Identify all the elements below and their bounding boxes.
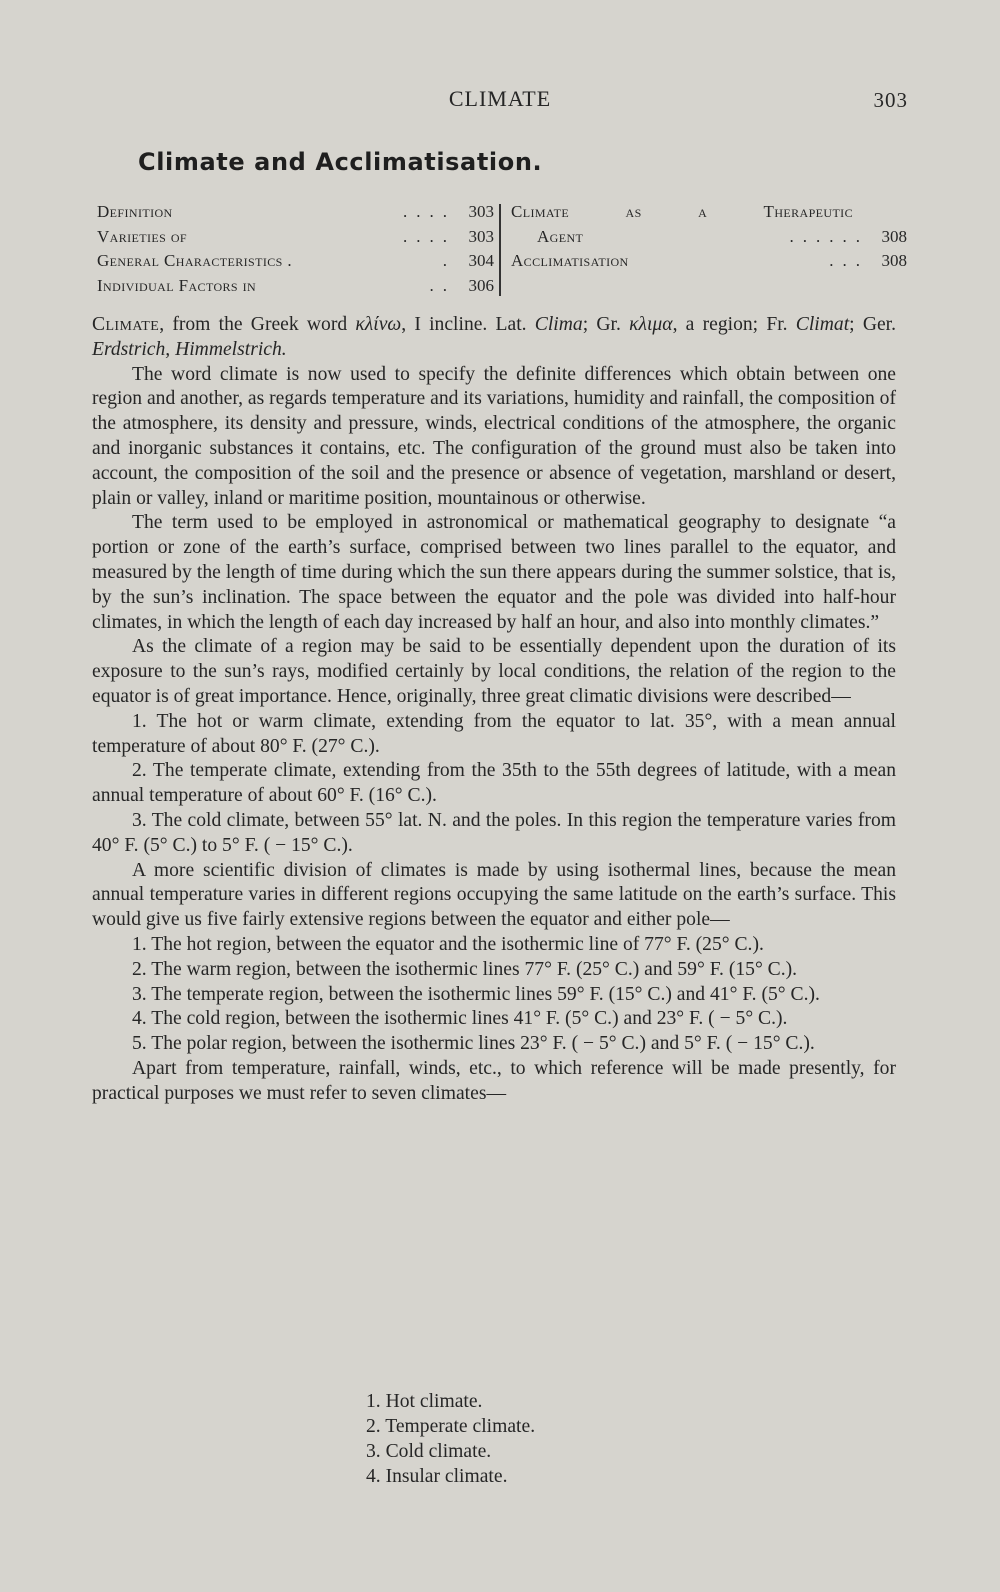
etymology-paragraph xyxy=(92,313,896,363)
numbered-item: 3. The cold climate, between 55° lat. N. and the poles. In this region the temperature varies from 40° F. (5° C.) to 5° F. ( − 15° C.). xyxy=(92,809,896,856)
greek-word: κλίνω xyxy=(355,314,402,335)
leader-dots: . xyxy=(442,251,456,270)
german-words: Erdstrich, Himmelstrich. xyxy=(92,338,287,360)
leader-dots: .... xyxy=(403,226,456,246)
contents-right-column xyxy=(511,200,907,274)
french-word: Climat xyxy=(795,314,850,335)
contents-entry-page: 304 xyxy=(468,251,494,270)
contents-entry xyxy=(97,225,494,250)
contents-entry-line xyxy=(511,200,907,225)
contents-word: a xyxy=(698,202,708,221)
contents-entry-label: Definition xyxy=(97,202,173,221)
contents-entry-page: 308 xyxy=(881,226,907,246)
contents-word: as xyxy=(625,202,642,221)
latin-word: Clima xyxy=(534,314,583,335)
numbered-item: 2. The warm region, between the isothermic lines 77° F. (25° C.) and 59° F. (15° C.). xyxy=(132,958,798,980)
contents-entry-label: Acclimatisation xyxy=(511,251,629,270)
numbered-item: 3. The temperate region, between the isothermic lines 59° F. (15° C.) and 41° F. (5° C.). xyxy=(132,983,820,1005)
contents-divider xyxy=(499,204,501,296)
greek-word: κλιμα xyxy=(629,314,673,335)
numbered-item: 1. The hot region, between the equator and the isothermic line of 77° F. (25° C.). xyxy=(132,933,764,955)
body-paragraph: Apart from temperature, rainfall, winds, etc., to which reference will be made presently, for practical purposes we must refer to seven climates— xyxy=(92,1057,896,1104)
contents-entry xyxy=(97,274,494,299)
body-paragraph: The word climate is now used to specify the definite differences which obtain between one region and another, as regards temperature and its variations, humidity and rainfall, the composition of the atmosphere, its density and pressure, winds, electrical conditions of the atmosphere, the organic and inorganic substances it contains, etc. The configuration of the ground must also be taken into account, the composition of the soil and the presence or absence of vegetation, marshland or desert, plain or valley, inland or maritime position, mountainous or otherwise. xyxy=(92,363,896,509)
list-item: 4. Insular climate. xyxy=(366,1466,508,1487)
contents-entry xyxy=(511,249,907,274)
numbered-item: 5. The polar region, between the isothermic lines 23° F. ( − 5° C.) and 5° F. ( − 15° C.). xyxy=(132,1033,815,1055)
contents-entry-label: Varieties of xyxy=(97,226,187,246)
contents-entry-page: 306 xyxy=(468,275,494,295)
contents-entry-label: Agent xyxy=(537,226,584,246)
leader-dots: ...... xyxy=(789,226,869,246)
list-item: 1. Hot climate. xyxy=(366,1391,483,1412)
body-paragraph: A more scientific division of climates is made by using isothermal lines, because the mean annual temperature varies in different regions occupying the same latitude on the earth’s surface. This would give us five fairly extensive regions between the equator and either pole— xyxy=(92,859,896,931)
text-run: , a region; Fr. xyxy=(672,314,796,335)
contents-entry xyxy=(511,225,907,250)
article-body xyxy=(92,313,896,1107)
contents-entry-page: 303 xyxy=(468,226,494,246)
body-paragraph: As the climate of a region may be said to be essentially dependent upon the duration of its exposure to the sun’s rays, modified certainly by local conditions, the relation of the region to the equator is of great importance. Hence, originally, three great climatic divisions were described— xyxy=(92,636,896,707)
list-item: 2. Temperate climate. xyxy=(366,1416,536,1437)
numbered-item: 2. The temperate climate, extending from the 35th to the 55th degrees of latitude, with a mean annual temperature of about 60° F. (16° C.). xyxy=(92,760,896,807)
text-run: ; Gr. xyxy=(582,314,630,335)
section-contents-table xyxy=(97,200,907,300)
leader-dots: .. xyxy=(429,275,456,295)
text-run: ; Ger. xyxy=(849,314,897,335)
list-item: 3. Cold climate. xyxy=(366,1441,492,1462)
contents-word: Therapeutic xyxy=(763,202,853,221)
climate-list xyxy=(366,1389,535,1489)
numbered-item: 1. The hot or warm climate, extending from the equator to lat. 35°, with a mean annual temperature of about 80° F. (27° C.). xyxy=(92,710,896,757)
contents-word: Climate xyxy=(511,202,570,221)
contents-entry-label: Individual Factors in xyxy=(97,275,257,295)
contents-entry-page: 303 xyxy=(468,202,494,221)
leader-dots: ... xyxy=(829,251,869,270)
leader-dots: .... xyxy=(403,202,456,221)
page-number: 303 xyxy=(873,88,908,112)
contents-entry-page: 308 xyxy=(881,251,907,270)
text-run: , I incline. Lat. xyxy=(401,314,535,335)
contents-left-column xyxy=(97,200,494,298)
contents-entry xyxy=(97,249,494,274)
contents-entry xyxy=(97,200,494,225)
section-title: Climate and Acclimatisation. xyxy=(138,148,543,176)
contents-entry-label: General Characteristics . xyxy=(97,251,293,270)
numbered-item: 4. The cold region, between the isothermic lines 41° F. (5° C.) and 23° F. ( − 5° C.). xyxy=(132,1008,788,1030)
running-header xyxy=(0,86,1000,118)
running-title: CLIMATE xyxy=(448,86,552,111)
body-paragraph: The term used to be employed in astronomical or mathematical geography to designate “a portion or zone of the earth’s surface, comprised between two lines parallel to the equator, and measured by the length of time during which the sun there appears during the summer solstice, that is, by the sun’s inclination. The space between the equator and the pole was divided into half-hour climates, in which the length of each day increased by half an hour, and also into monthly climates.” xyxy=(92,512,896,633)
lead-word: Climate xyxy=(92,314,160,335)
text-run: , from the Greek word xyxy=(159,314,356,335)
